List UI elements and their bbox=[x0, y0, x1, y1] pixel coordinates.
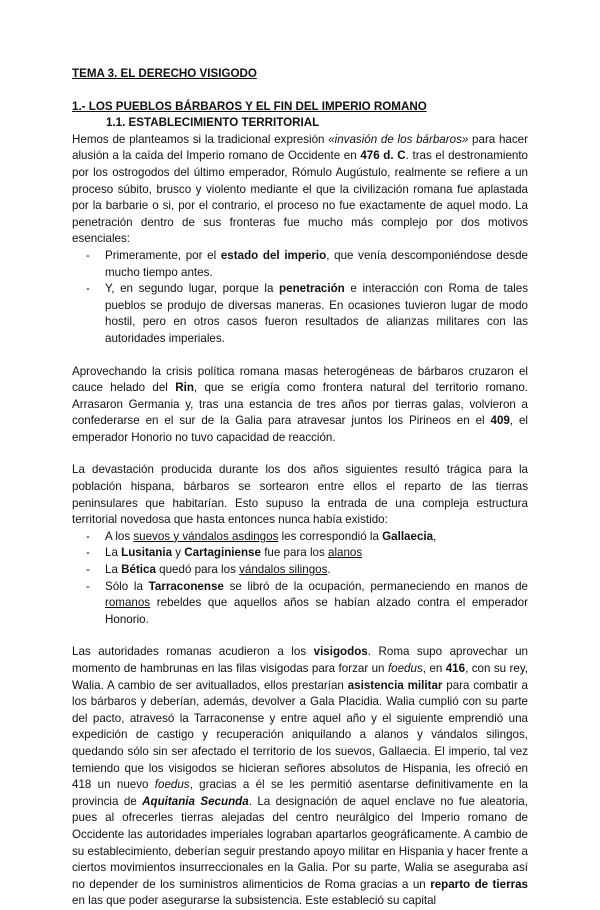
list-item: - A los suevos y vándalos asdingos les correspondió la Gallaecia, bbox=[72, 529, 528, 546]
document-body bbox=[72, 66, 528, 910]
territory-list bbox=[72, 529, 528, 629]
paragraph-devastacion: La devastación producida durante los dos años siguientes resultó trágica para la población hispana, bárbaros se sortearon entre ellos el reparto de las tierras peninsulares que habitarían. Esto supuso la entrada de una compleja estructura territorial novedosa que hasta entonces nunca había existido: bbox=[72, 463, 528, 527]
reasons-list bbox=[72, 248, 528, 348]
paragraph-intro: Hemos de planteamos si la tradicional expresión «invasión de los bárbaros» para hacer alusión a la caída del Imperio romano de Occidente en 476 d. C. tras el destronamiento por los ostrogodos del último emperador, Rómulo Augústulo, realmente se refiere a un proceso súbito, brusco y violento mediante el que la civilización romana fue aplastada por la barbarie o si, por el contrario, el proceso no fue exactamente de aquel modo. La penetración dentro de sus fronteras fue mucho más complejo por dos motivos esenciales: bbox=[72, 132, 529, 246]
list-item: - Primeramente, por el estado del imperio, que venía descomponiéndose desde mucho tiempo antes. bbox=[72, 248, 528, 281]
list-item: - Y, en segundo lugar, porque la penetración e interacción con Roma de tales pueblos se produjo de diversas maneras. En ocasiones tuvieron lugar de modo hostil, pero en otros casos fueron resultados de alianzas militares con las autoridades imperiales. bbox=[72, 281, 528, 347]
list-item: - Sólo la Tarraconense se libró de la ocupación, permaneciendo en manos de romanos rebeldes que aquellos años se habían alzado contra el emperador Honorio. bbox=[72, 579, 528, 629]
document-title: TEMA 3. EL DERECHO VISIGODO bbox=[72, 67, 257, 80]
list-item: - La Bética quedó para los vándalos silingos. bbox=[72, 562, 528, 579]
list-item: - La Lusitania y Cartaginiense fue para los alanos bbox=[72, 545, 528, 562]
subsection-heading: 1.1. ESTABLECIMIENTO TERRITORIAL bbox=[106, 116, 320, 130]
section-heading: 1.- LOS PUEBLOS BÁRBAROS Y EL FIN DEL IMPERIO ROMANO bbox=[72, 99, 427, 113]
paragraph-visigodos: Las autoridades romanas acudieron a los visigodos. Roma supo aprovechar un momento de hambrunas en las filas visigodas para forzar un foedus, en 416, con su rey, Walia. A cambio de ser avituallados, ellos prestarían asistencia militar para combatir a los bárbaros y deberían, además, devolver a Gala Placidia. Walia cumplió con su parte del pacto, atravesó la Tarraconense y entre aquel año y el siguiente emprendió una expedición de castigo y recuperación aniquilando a alanos y vándalos silingos, quedando sólo sin ser afectado el territorio de los suevos, Gallaecia. El imperio, tal vez temiendo que los visigodos se hicieran señores absolutos de Hispania, les ofreció en 418 un nuevo foedus, gracias a él se les permitió asentarse definitivamente en la provincia de Aquitania Secunda. La designación de aquel enclave no fue aleatoria, pues al ofrecerles tierras alejadas del centro neurálgico del Imperio romano de Occidente las autoridades imperiales lograban apartarlos geográficamente. A cambio de su establecimiento, deberían seguir prestando apoyo militar en Hispania y hacer frente a ciertos movimientos insurreccionales en la Galia. Por su parte, Walia se aseguraba así no depender de los suministros alimenticios de Roma gracias a un reparto de tierras en las que poder asegurarse la subsistencia. Este estableció su capital bbox=[72, 645, 529, 908]
paragraph-rin: Aprovechando la crisis política romana masas heterogéneas de bárbaros cruzaron el cauce helado del Rin, que se erigía como frontera natural del territorio romano. Arrasaron Germania y, tras una estancia de tres años por tierras galas, volvieron a confederarse en el sur de la Galia para atravesar juntos los Pirineos en el 409, el emperador Honorio no tuvo capacidad de reacción. bbox=[72, 364, 528, 444]
